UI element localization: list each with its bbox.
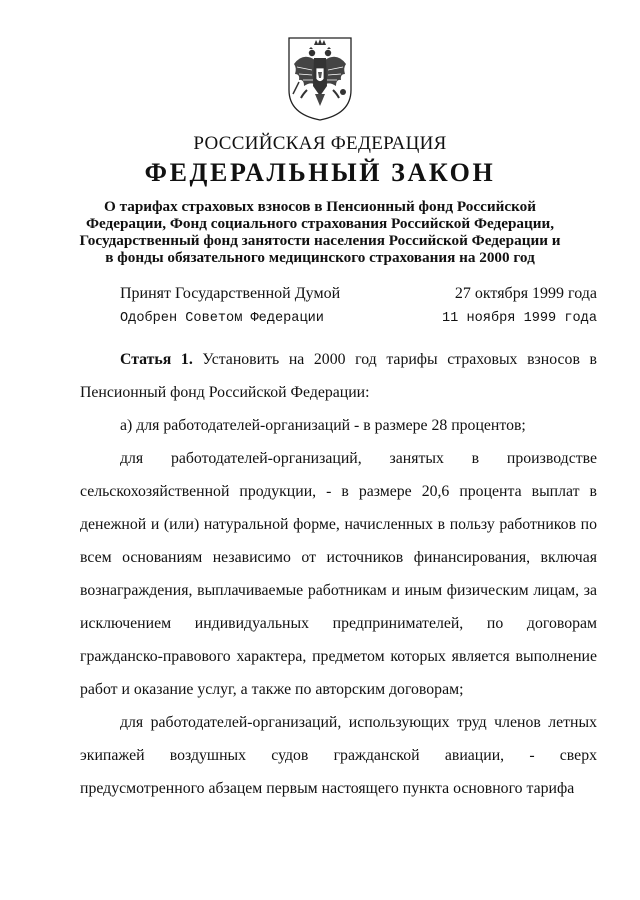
adoption-label: Одобрен Советом Федерации [120,311,324,326]
law-type-heading: ФЕДЕРАЛЬНЫЙ ЗАКОН [144,158,496,187]
article-paragraph [80,343,597,409]
country-heading: РОССИЙСКАЯ ФЕДЕРАЦИЯ [193,133,447,154]
law-title-line: в фонды обязательного медицинского страхования на 2000 год [105,249,535,266]
article-number: Статья 1. [120,351,193,368]
adoption-federation-council [120,311,597,331]
adoption-date: 11 ноября 1999 года [442,311,597,326]
body-paragraph: для работодателей-организаций, занятых в производстве сельскохозяйственной продукции, - в размере 20,6 процента выплат в денежной и (или) натуральной форме, начисленных в пользу работников по всем основаниям независимо от источников финансирования, включая вознаграждения, выплачиваемые работникам и иным физическим лицам, за исключением индивидуальных предпринимателей, по договорам гражданско-правового характера, предметом которых является выполнение работ и оказание услуг, а также по авторским договорам; [80,450,597,698]
law-title-line: Государственный фонд занятости населения Российской Федерации и [79,232,561,249]
law-title-line: О тарифах страховых взносов в Пенсионный фонд Российской [104,198,536,215]
coat-of-arms-icon [285,34,355,122]
article-text: Установить на 2000 год тарифы страховых взносов в Пенсионный фонд Российской Федерации: [80,351,597,401]
law-body [80,343,597,805]
adoption-date: 27 октября 1999 года [454,285,597,302]
adoption-duma [120,285,597,305]
body-paragraph: а) для работодателей-организаций - в размере 28 процентов; [120,417,526,434]
law-title-line: Федерации, Фонд социального страхования Российской Федерации, [85,215,555,232]
law-title [60,198,580,266]
body-paragraph: для работодателей-организаций, использующих труд членов летных экипажей воздушных судов гражданской авиации, - сверх предусмотренного абзацем первым настоящего пункта основного тарифа [80,714,597,797]
adoption-label: Принят Государственной Думой [120,285,341,302]
